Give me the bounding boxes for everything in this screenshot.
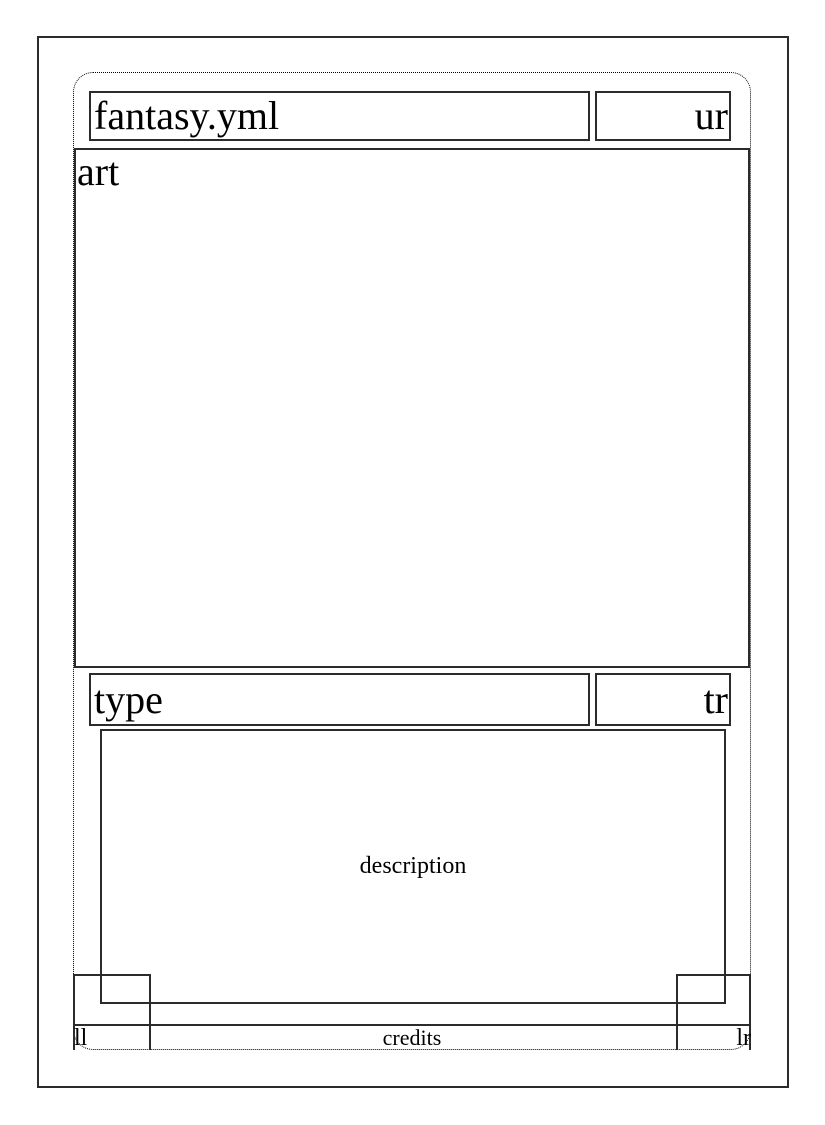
lower-left-label: ll bbox=[74, 1025, 88, 1051]
type-label: type bbox=[94, 676, 163, 722]
type-right-box bbox=[595, 673, 731, 726]
title-label: fantasy.yml bbox=[94, 93, 280, 138]
type-right-label: tr bbox=[703, 676, 728, 722]
description-label: description bbox=[359, 853, 467, 880]
art-box bbox=[74, 148, 750, 668]
credits-label: credits bbox=[382, 1025, 442, 1050]
upper-right-box bbox=[595, 91, 731, 141]
title-box bbox=[89, 91, 590, 141]
upper-right-label: ur bbox=[694, 93, 728, 138]
lower-right-label: lr bbox=[736, 1025, 751, 1051]
art-label: art bbox=[77, 149, 120, 194]
type-box bbox=[89, 673, 590, 726]
description-box bbox=[100, 729, 726, 1004]
credits-bar bbox=[73, 1024, 751, 1050]
